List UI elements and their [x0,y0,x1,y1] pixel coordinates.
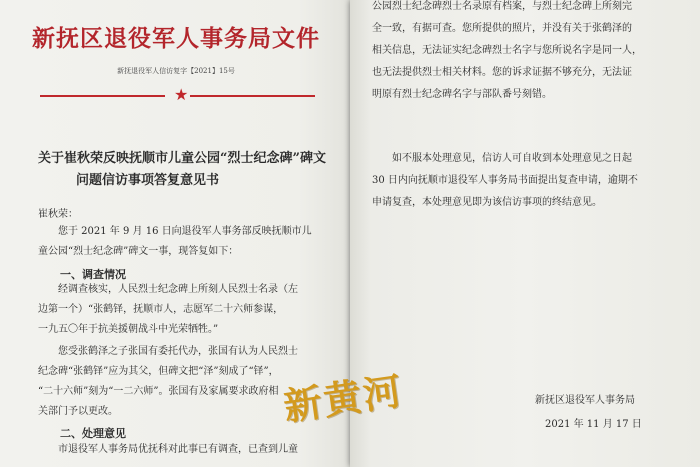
archive-line: 明原有烈士纪念碑名字与部队番号刻错。 [372,89,552,100]
investigation-line: 您受张鹤泽之子张国有委托代办，张国有认为人民烈士 [58,346,298,357]
salutation: 崔秋荣： [38,209,78,220]
investigation-line: 一九五〇年于抗美援朝战斗中光荣牺牲。” [38,324,219,335]
appeal-line: 30 日内向抚顺市退役军人事务局书面提出复查申请，逾期不 [372,175,638,186]
appeal-paragraph [372,148,638,214]
header-divider-left [40,95,165,97]
investigation-line: 纪念碑“张鹤铎”应为其父，但碑文把“泽”刻成了“铎”， [38,366,279,377]
intro-line: 童公园“烈士纪念碑”碑文一事，现答复如下： [38,246,239,257]
document-header-title: 新抚区退役军人事务局文件 [32,25,320,52]
reply-title [38,148,338,192]
archive-line: 相关信息，无法证实纪念碑烈士名字与您所说名字是同一人， [372,45,642,56]
intro-line: 您于 2021 年 9 月 16 日向退役军人事务部反映抚顺市儿 [58,226,312,237]
appeal-line: 如不服本处理意见，信访人可自收到本处理意见之日起 [392,153,632,164]
investigation-line: “二十六师”刻为“一二六师”。张国有及家属要求政府相 [38,386,279,397]
investigation-line: 边第一个）“张鹤铎，抚顺市人，志愿军二十六师参谋， [38,304,284,315]
investigation-line: 关部门予以更改。 [38,406,118,417]
document-number: 新抚退役军人信访复字【2021】15号 [117,67,235,75]
appeal-line: 申请复查，本处理意见即为该信访事项的终结意见。 [372,197,602,208]
handling-paragraph: 市退役军人事务局优抚科对此事已有调查，已查到儿童 [58,444,298,455]
investigation-paragraph [38,280,298,422]
section-handling-heading: 二、处理意见 [60,427,126,440]
intro-paragraph [38,222,312,262]
star-icon: ★ [174,85,189,104]
signature-date: 2021 年 11 月 17 日 [545,419,642,430]
reply-title-line2: 问题信访事项答复意见书 [76,173,220,188]
archive-paragraph [372,0,642,106]
header-divider-right [190,95,315,97]
archive-line: 也无法提供烈士相关材料。您的诉求证据不够充分，无法证 [372,67,632,78]
signature-organization: 新抚区退役军人事务局 [535,395,635,406]
section-investigation-heading: 一、调查情况 [60,268,126,281]
watermark-logo: 新黄河 [280,367,406,430]
archive-line: 公园烈士纪念碑烈士名录原有档案，与烈士纪念碑上所刻完 [372,1,632,12]
investigation-line: 经调查核实，人民烈士纪念碑上所刻人民烈士名录（左 [58,284,298,295]
archive-line: 全一致，有据可查。您所提供的照片，并没有关于张鹤泽的 [372,23,632,34]
reply-title-line1: 关于崔秋荣反映抚顺市儿童公园“烈士纪念碑”碑文 [38,151,326,166]
